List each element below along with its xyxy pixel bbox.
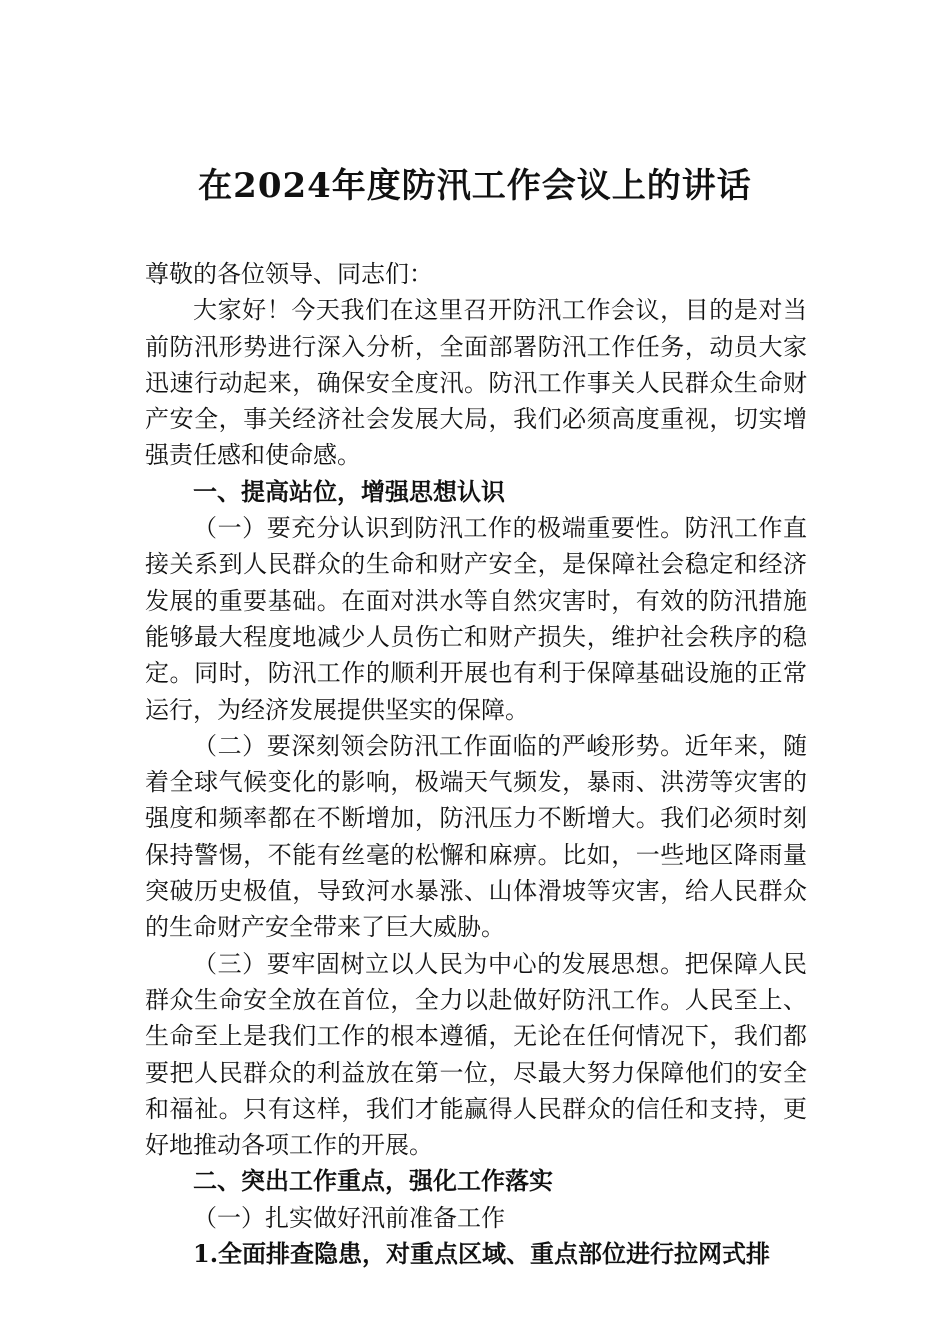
salutation: 尊敬的各位领导、同志们：	[145, 260, 433, 288]
document-body	[145, 256, 807, 1272]
section-heading-1: 一、提高站位，增强思想认识	[193, 477, 505, 506]
section2-item-1: 1.全面排查隐患，对重点区域、重点部位进行拉网式排	[193, 1239, 771, 1269]
section1-paragraph-3: （三）要牢固树立以人民为中心的发展思想。把保障人民群众生命安全放在首位，全力以赴做好防汛工作。人民至上、生命至上是我们工作的根本遵循，无论在任何情况下，我们都要把人民群众的利益放在第一位，尽最大努力保障他们的安全和福祉。只有这样，我们才能赢得人民群众的信任和支持，更好地推动各项工作的开展。	[145, 949, 807, 1160]
document-title: 在2024年度防汛工作会议上的讲话	[198, 166, 752, 206]
section1-paragraph-2: （二）要深刻领会防汛工作面临的严峻形势。近年来，随着全球气候变化的影响，极端天气频发，暴雨、洪涝等灾害的强度和频率都在不断增加，防汛压力不断增大。我们必须时刻保持警惕，不能有丝毫的松懈和麻痹。比如，一些地区降雨量突破历史极值，导致河水暴涨、山体滑坡等灾害，给人民群众的生命财产安全带来了巨大威胁。	[145, 731, 807, 942]
section-heading-2: 二、突出工作重点，强化工作落实	[193, 1167, 553, 1196]
section1-paragraph-1: （一）要充分认识到防汛工作的极端重要性。防汛工作直接关系到人民群众的生命和财产安全，是保障社会稳定和经济发展的重要基础。在面对洪水等自然灾害时，有效的防汛措施能够最大程度地减少人员伤亡和财产损失，维护社会秩序的稳定。同时，防汛工作的顺利开展也有利于保障基础设施的正常运行，为经济发展提供坚实的保障。	[145, 514, 807, 724]
intro-paragraph: 大家好！今天我们在这里召开防汛工作会议，目的是对当前防汛形势进行深入分析，全面部署防汛工作任务，动员大家迅速行动起来，确保安全度汛。防汛工作事关人民群众生命财产安全，事关经济社会发展大局，我们必须高度重视，切实增强责任感和使命感。	[145, 296, 807, 470]
section2-subheading-1: （一）扎实做好汛前准备工作	[193, 1203, 505, 1232]
